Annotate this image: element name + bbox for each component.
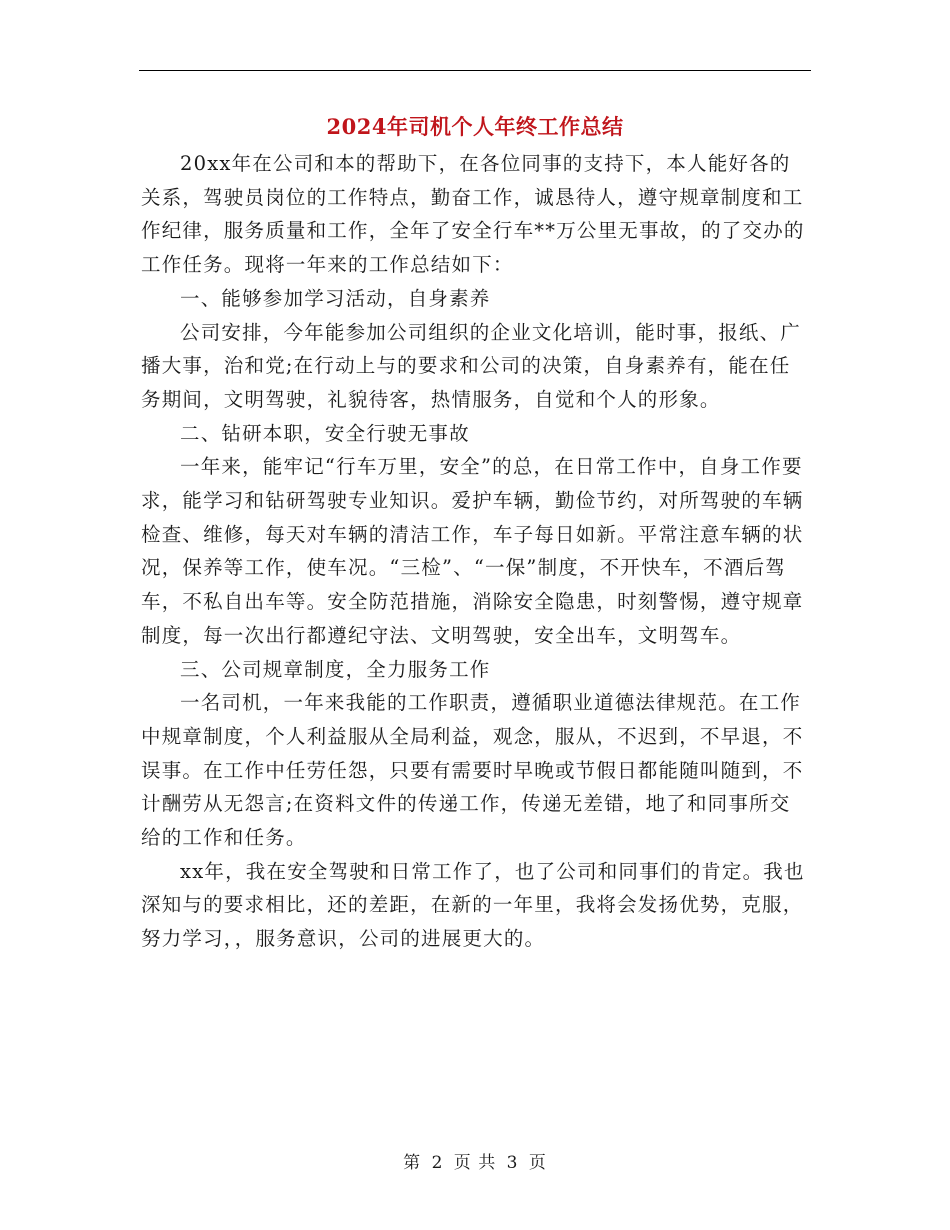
section-heading-3: 三、公司规章制度，全力服务工作: [180, 657, 491, 681]
paragraph-section-2: 一年来，能牢记“行车万里，安全”的总，在日常工作中，自身工作要求，能学习和钻研驾驶专业知识。爱护车辆，勤俭节约，对所驾驶的车辆检查、维修，每天对车辆的清洁工作，车子每日如新。平常注意车辆的状况，保养等工作，使车况。“三检”、“一保”制度，不开快车，不酒后驾车，不私自出车等。安全防范措施，消除安全隐患，时刻警惕，遵守规章制度，每一次出行都遵纪守法、文明驾驶，安全出车，文明驾车。: [141, 455, 804, 647]
document-body: [141, 147, 809, 956]
footer-total-pages: 3: [506, 1153, 519, 1173]
paragraph-section-1: 公司安排，今年能参加公司组织的企业文化培训，能时事，报纸、广播大事，治和党;在行动上与的要求和公司的决策，自身素养有，能在任务期间，文明驾驶，礼貌待客，热情服务，自觉和个人的形象。: [141, 320, 802, 411]
footer-page-number: 2: [431, 1153, 444, 1173]
paragraph-conclusion: xx年，我在安全驾驶和日常工作了，也了公司和同事们的肯定。我也深知与的要求相比，还的差距，在新的一年里，我将会发扬优势，克服，努力学习，，服务意识，公司的进展更大的。: [141, 859, 805, 951]
footer-middle: 页 共: [453, 1153, 497, 1173]
paragraph-section-3: 一名司机，一年来我能的工作职责，遵循职业道德法律规范。在工作中规章制度，个人利益服从全局利益，观念，服从，不迟到，不早退，不误事。在工作中任劳任怨，只要有需要时早晚或节假日都能随叫随到，不计酬劳从无怨言;在资料文件的传递工作，传递无差错，地了和同事所交给的工作和任务。: [141, 691, 804, 850]
footer-suffix: 页: [528, 1153, 547, 1173]
section-heading-2: 二、钻研本职，安全行驶无事故: [180, 421, 470, 445]
paragraph-intro: 20xx年在公司和本的帮助下，在各位同事的支持下，本人能好各的关系，驾驶员岗位的工作特点，勤奋工作，诚恳待人，遵守规章制度和工作纪律，服务质量和工作，全年了安全行车**万公里无事故，的了交办的工作任务。现将一年来的工作总结如下：: [141, 152, 805, 277]
header-rule: [139, 70, 811, 71]
footer-prefix: 第: [403, 1153, 422, 1173]
section-heading-1: 一、能够参加学习活动，自身素养: [180, 286, 491, 310]
document-title: 2024年司机个人年终工作总结: [326, 114, 624, 139]
page-footer: [0, 1148, 950, 1173]
